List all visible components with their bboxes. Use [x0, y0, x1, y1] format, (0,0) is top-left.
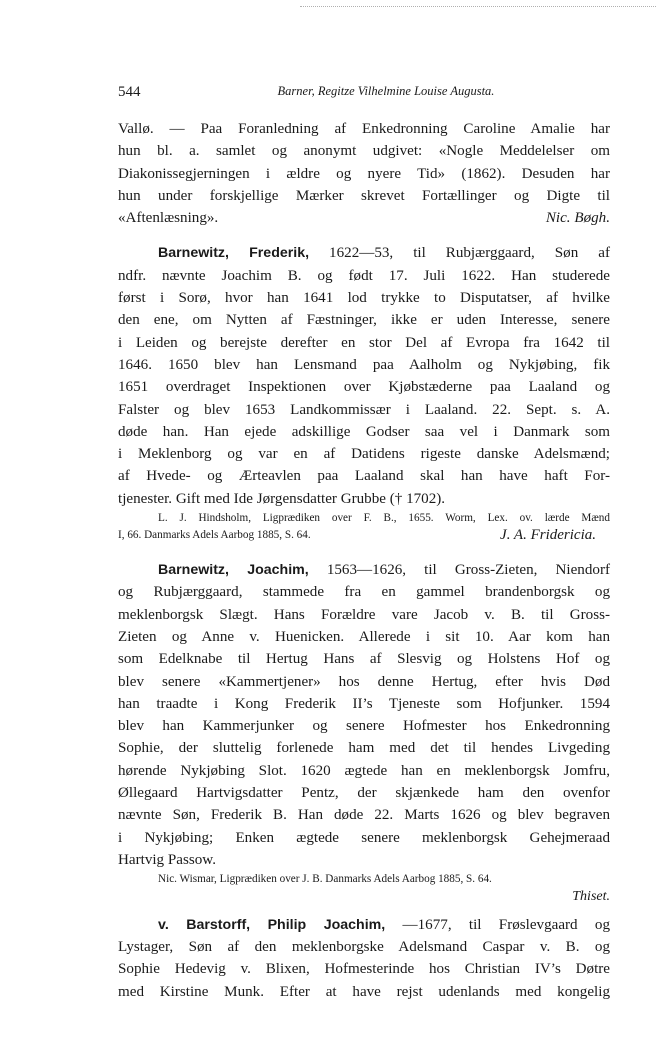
entry-headword: Barnewitz, Joachim,: [158, 562, 309, 579]
source-line-with-signature: [118, 527, 610, 544]
page-body: [118, 118, 610, 1003]
text-line: meklenborgsk Slægt. Hans Forældre vare Jacob v. B. til Gross-: [118, 606, 610, 623]
text-line-with-signature: [118, 207, 610, 229]
text-line: hun under forskjellige Mærker skrevet Fortællinger og Digte til: [118, 187, 610, 204]
page-number: 544: [118, 84, 141, 100]
text-line: først i Sorø, hvor han 1641 lod trykke to Disputatser, af hvilke: [118, 290, 610, 307]
entry-gap: [118, 906, 610, 914]
text-line: «Aftenlæsning».: [118, 210, 219, 227]
text-line: i Nykjøbing; Enken ægtede senere meklenborgsk Gehejmeraad: [118, 829, 610, 846]
author-signature: Nic. Bøgh.: [545, 210, 610, 227]
text-line: Sophie Hedevig v. Blixen, Hofmesterinde hos Christian IV’s Døtre: [118, 961, 610, 978]
entry-gap: [118, 543, 610, 559]
author-signature: Thiset.: [572, 888, 610, 904]
source-line: I, 66. Danmarks Adels Aarbog 1885, S. 64.: [118, 528, 311, 541]
text-line: ndfr. nævnte Joachim B. og født 17. Juli 1622. Han studerede: [118, 267, 610, 284]
entry-sources: [118, 871, 610, 888]
entry-barnewitz-joachim: [118, 559, 610, 871]
source-line: L. J. Hindsholm, Ligprædiken over F. B., 1655. Worm, Lex. ov. lærde Mænd: [158, 512, 610, 525]
page-header: [118, 84, 614, 106]
entry-sources: [118, 510, 610, 543]
entry-continuation: [118, 118, 610, 229]
text-line: hørende Nykjøbing Slot. 1620 ægtede han en meklenborgsk Jomfru,: [118, 762, 610, 779]
entry-first-line: [118, 242, 610, 264]
text-line: han traadte i Kong Frederik II’s Tjeneste som Hofjunker. 1594: [118, 695, 610, 712]
entry-barnewitz-frederik: [118, 242, 610, 510]
text-line: af Hvede- og Ærteavlen paa Laaland skal han have haft For-: [118, 468, 610, 485]
text-line: som Edelknabe til Hertug Hans af Slesvig og Holstens Hof og: [118, 651, 610, 668]
text-line: den ene, om Nytten af Fæstninger, ikke er uden Interesse, senere: [118, 312, 610, 329]
source-line: Nic. Wismar, Ligprædiken over J. B. Danmarks Adels Aarbog 1885, S. 64.: [158, 873, 492, 886]
text-line: Lystager, Søn af den meklenborgske Adelsmand Caspar v. B. og: [118, 939, 610, 955]
text-line: Vallø. — Paa Foranledning af Enkedronning Caroline Amalie har: [118, 121, 610, 137]
text-line: Diakonissegjerningen i ældre og nyere Tid» (1862). Desuden har: [118, 165, 610, 182]
text-line: Sophie, der sluttelig forlenede ham med det til hendes Livgeding: [118, 740, 610, 757]
text-line: —1677, til Frøslevgaard og: [402, 916, 611, 933]
text-line: i Leiden og berejste derefter en stor Del af Evropa fra 1642 til: [118, 334, 610, 351]
text-line: blev han Kammerjunker og senere Hofmester hos Enkedronning: [118, 718, 610, 735]
text-line: Falster og blev 1653 Landkommissær i Laaland. 22. Sept. s. A.: [118, 401, 610, 418]
text-line: blev senere «Kammertjener» hos denne Hertug, efter hvis Død: [118, 673, 610, 690]
author-signature: J. A. Fridericia.: [500, 526, 596, 543]
text-line: tjenester. Gift med Ide Jørgensdatter Grubbe († 1702).: [118, 490, 446, 507]
text-line: 1622—53, til Rubjærggaard, Søn af: [329, 245, 610, 262]
entry-first-line: [118, 914, 610, 936]
text-line: 1646. 1650 blev han Lensmand paa Aalholm og Nykjøbing, fik: [118, 356, 610, 373]
text-line: Øllegaard Hartvigsdatter Pentz, der skjænkede ham den ovenfor: [118, 785, 610, 802]
text-line: hun bl. a. samlet og anonymt udgivet: «Nogle Meddelelser om: [118, 143, 610, 160]
entry-gap: [118, 229, 610, 242]
running-title: Barner, Regitze Vilhelmine Louise Augusta.: [277, 84, 495, 98]
text-line: 1651 overdraget Inspektionen over Kjøbstæderne paa Laaland og: [118, 379, 610, 396]
text-line: Hartvig Passow.: [118, 851, 216, 868]
text-line: og Rubjærggaard, stammede fra en gammel brandenborgsk og: [118, 584, 610, 601]
text-line: nævnte Søn, Frederik B. Han døde 22. Marts 1626 og blev begraven: [118, 807, 610, 824]
text-line: Zieten og Anne v. Huenicken. Allerede i sit 10. Aar kom han: [118, 628, 610, 645]
entry-first-line: [118, 559, 610, 581]
text-line: døde han. Han ejede adskillige Godser saa vel i Danmark som: [118, 423, 610, 440]
text-line: 1563—1626, til Gross-Zieten, Niendorf: [326, 562, 610, 579]
text-line: i Meklenborg og var en af Datidens rigeste danske Adelsmænd;: [118, 446, 610, 463]
scan-edge-line: [300, 6, 656, 7]
entry-barstorff-philip-joachim: [118, 914, 610, 1003]
entry-headword: v. Barstorff, Philip Joachim,: [158, 916, 386, 933]
entry-headword: Barnewitz, Frederik,: [158, 245, 310, 262]
text-line: med Kirstine Munk. Efter at have rejst udenlands med kongelig: [118, 983, 610, 1000]
